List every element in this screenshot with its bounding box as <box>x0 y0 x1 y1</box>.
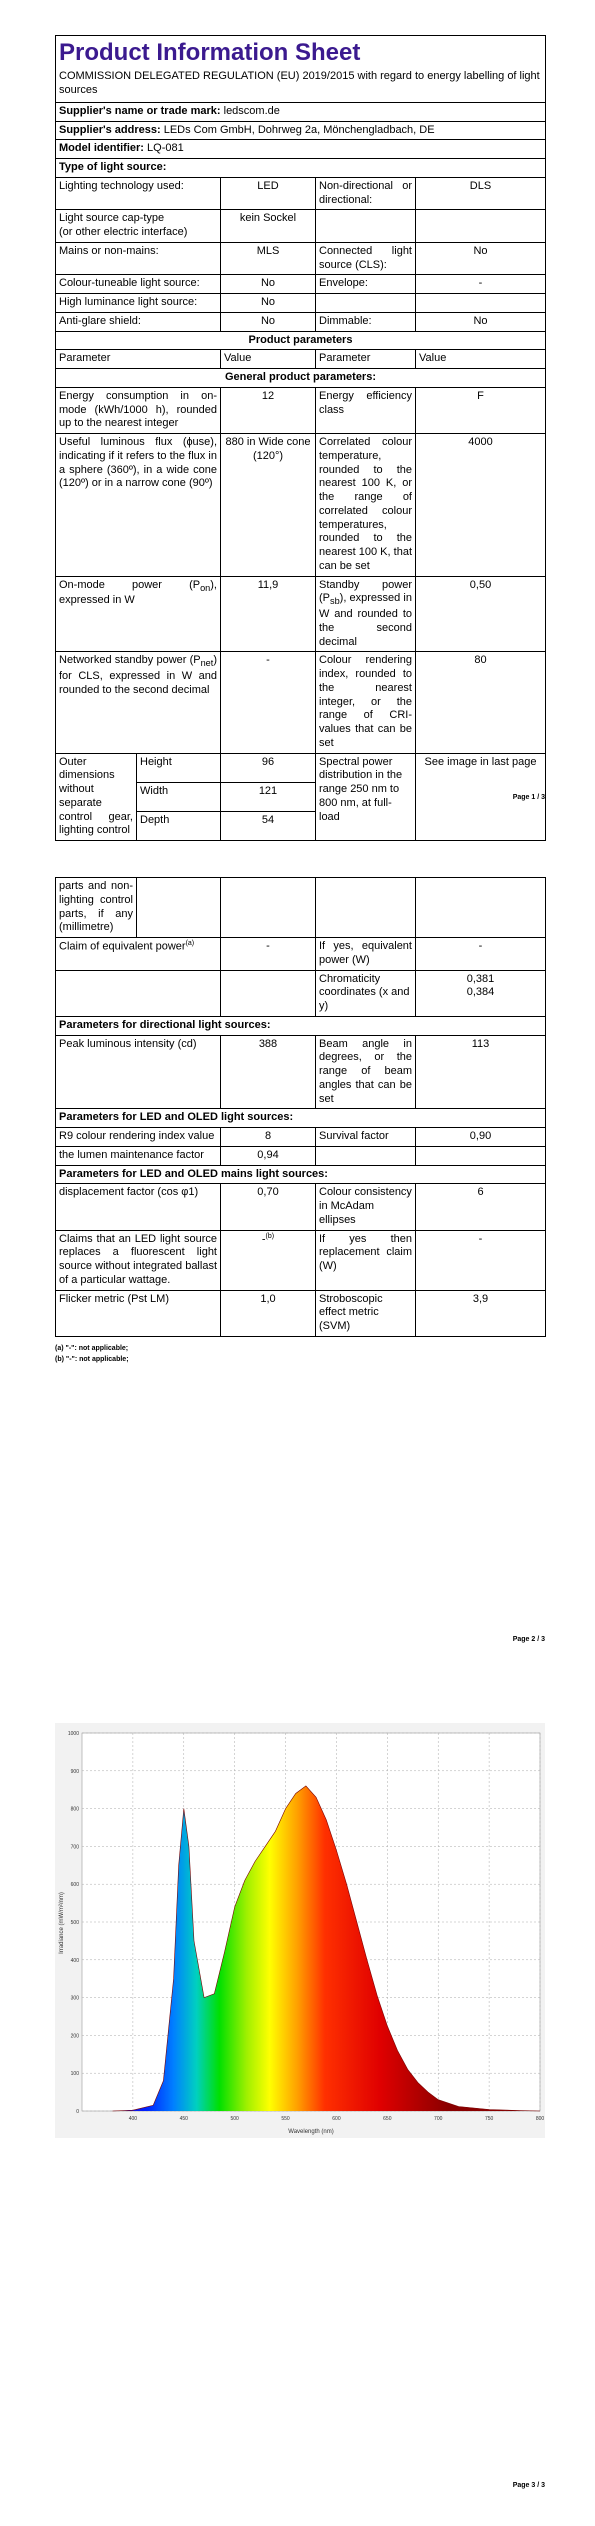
x-tick-label: 450 <box>179 2116 188 2122</box>
y-tick-label: 1000 <box>67 1731 79 1737</box>
led-heading: Parameters for LED and OLED light sources: <box>56 1109 546 1128</box>
table-row: On-mode power $(P_{on})$, expressed in W 11,9 Standby power $(P_{sb})$, expressed in W and rounded to the second decimal 0,50 <box>56 576 546 652</box>
page-2 <box>0 842 595 1684</box>
supplier-address-label: Supplier's address: <box>59 123 161 136</box>
table-row: Lighting technology used: LED Non-directional or directional: DLS <box>56 177 546 210</box>
table-row: R9 colour rendering index value 8 Survival factor 0,90 <box>56 1128 546 1147</box>
document-title: Product Information Sheet <box>56 36 546 69</box>
supplier-address-row <box>56 121 546 140</box>
footnote-b: (b) "-": not applicable; <box>55 1355 129 1363</box>
y-tick-label: 500 <box>70 1920 79 1926</box>
table-row: High luminance light source: No <box>56 294 546 313</box>
table-header-row: Parameter Value Parameter Value <box>56 350 546 369</box>
table-row: Anti-glare shield: No Dimmable: No <box>56 312 546 331</box>
y-tick-label: 300 <box>70 1995 79 2002</box>
x-tick-label: 550 <box>281 2116 290 2122</box>
table-row: the lumen maintenance factor 0,94 <box>56 1146 546 1165</box>
general-params-heading: General product parameters: <box>56 369 546 388</box>
table-row: Outer dimensions without separate control gear, lighting control Height 96 Spectral power distribution in the range 250 nm to 800 nm, at full-load See image in last page <box>56 753 546 782</box>
table-row: Useful luminous flux (ɸuse), indicating if it refers to the flux in a sphere (360º), in a wide cone (120º) or in a narrow cone (90º) 880 in Wide cone (120°) Correlated colour temperature, rounded to the nearest 100 K, or the range of correlated colour temperatures, rounded to the nearest 100 K, that can be set 4000 <box>56 434 546 577</box>
page-number: Page 3 / 3 <box>512 2482 545 2489</box>
model-row <box>56 140 546 159</box>
spectral-power-chart <box>55 1723 545 2138</box>
supplier-address: LEDs Com GmbH, Dohrweg 2a, Mönchengladbach, DE <box>163 123 435 136</box>
product-sheet-part-2 <box>55 877 545 1365</box>
table-row: parts and non-lighting control parts, if any (millimetre) <box>56 878 546 938</box>
y-tick-label: 200 <box>70 2033 79 2040</box>
page-number: Page 2 / 3 <box>512 1636 545 1643</box>
supplier-name: ledscom.de <box>223 104 280 117</box>
table-row: Energy consumption in on-mode (kWh/1000 h), rounded up to the nearest integer 12 Energy efficiency class F <box>56 387 546 433</box>
table-row: Networked standby power $(P_{net})$ for CLS, expressed in W and rounded to the second decimal - Colour rendering index, rounded to the nearest integer, or the range of CRI-values that can be set 80 <box>56 652 546 753</box>
y-tick-label: 700 <box>70 1844 79 1851</box>
product-params-heading: Product parameters <box>56 331 546 350</box>
x-tick-label: 500 <box>230 2116 239 2122</box>
table-row: Peak luminous intensity (cd) 388 Beam angle in degrees, or the range of beam angles that can be set 113 <box>56 1035 546 1109</box>
table-row: displacement factor (cos φ1) 0,70 Colour consistency in McAdam ellipses 6 <box>56 1184 546 1230</box>
document-subtitle: COMMISSION DELEGATED REGULATION (EU) 2019/2015 with regard to energy labelling of light sources <box>56 68 546 102</box>
y-tick-label: 100 <box>70 2071 79 2078</box>
info-table-1 <box>55 35 546 841</box>
y-tick-label: 400 <box>70 1957 79 1964</box>
table-row: Flicker metric (Pst LM) 1,0 Stroboscopic effect metric (SVM) 3,9 <box>56 1290 546 1336</box>
table-row: Width 121 <box>56 782 546 811</box>
model-label: Model identifier: <box>59 142 144 155</box>
table-row: Mains or non-mains: MLS Connected light source (CLS): No <box>56 242 546 275</box>
page-1 <box>0 0 595 842</box>
x-tick-label: 650 <box>383 2116 392 2122</box>
table-row: Claim of equivalent power$^{(a)}$ - If yes, equivalent power (W) - <box>56 938 546 971</box>
y-tick-labels <box>68 1731 79 2115</box>
spectral-chart-frame <box>55 1723 545 2138</box>
directional-heading: Parameters for directional light sources: <box>56 1016 546 1035</box>
y-axis-label: Irradiance (mW/m²/nm) <box>59 1892 65 1954</box>
x-tick-label: 400 <box>128 2116 138 2122</box>
y-tick-label: 600 <box>70 1882 79 1889</box>
x-tick-label: 700 <box>434 2116 443 2122</box>
y-tick-label: 900 <box>70 1768 79 1775</box>
table-row: Chromaticity coordinates (x and y) 0,381 0,384 <box>56 970 546 1016</box>
mains-heading: Parameters for LED and OLED mains light sources: <box>56 1165 546 1184</box>
page-number: Page 1 / 3 <box>512 794 545 801</box>
x-tick-label: 800 <box>535 2116 545 2122</box>
product-sheet-part-1 <box>55 35 545 841</box>
x-tick-label: 750 <box>484 2116 494 2122</box>
info-table-2 <box>55 877 546 1337</box>
table-row: Depth 54 <box>56 811 546 840</box>
model-identifier: LQ-081 <box>147 142 184 155</box>
table-row: Colour-tuneable light source: No Envelope: - <box>56 275 546 294</box>
footnote-a: (a) "-": not applicable; <box>55 1344 129 1352</box>
y-tick-label: 0 <box>76 2109 79 2115</box>
supplier-name-row <box>56 102 546 121</box>
table-row: Claims that an LED light source replaces a fluorescent light source without integrated ballast of a particular wattage. -$^{(b)}$ If yes then replacement claim (W) - <box>56 1230 546 1290</box>
x-axis-label: Wavelength (nm) <box>288 2129 334 2135</box>
table-row: Light source cap-type (or other electric interface) kein Sockel <box>56 210 546 243</box>
x-tick-label: 600 <box>332 2116 341 2122</box>
supplier-name-label: Supplier's name or trade mark: <box>59 104 221 117</box>
type-heading: Type of light source: <box>56 159 546 178</box>
y-tick-label: 800 <box>70 1806 79 1813</box>
x-tick-labels <box>129 2116 545 2122</box>
